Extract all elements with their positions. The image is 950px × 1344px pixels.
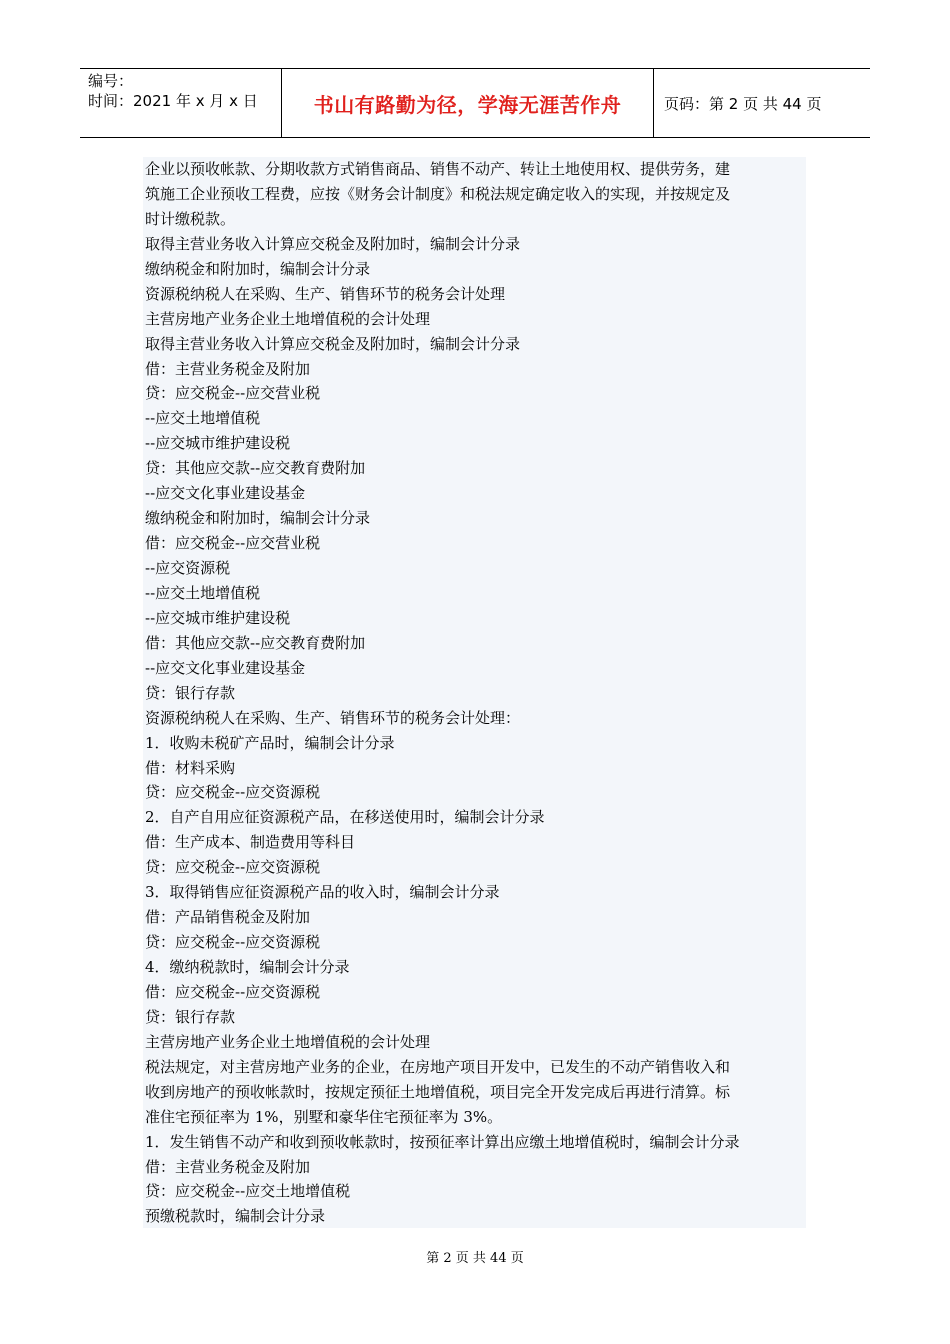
body-line: 取得主营业务收入计算应交税金及附加时，编制会计分录	[145, 234, 521, 253]
body-line: 借：材料采购	[145, 758, 236, 777]
body-line: 贷：银行存款	[145, 683, 236, 702]
header-motto: 书山有路勤为径，学海无涯苦作舟	[313, 92, 622, 117]
body-line: --应交城市维护建设税	[145, 608, 291, 627]
body-line: 4．缴纳税款时，编制会计分录	[145, 958, 350, 976]
body-line: 预缴税款时，编制会计分录	[145, 1207, 326, 1226]
document-body	[143, 157, 806, 1228]
body-line: 税法规定，对主营房地产业务的企业，在房地产项目开发中，已发生的不动产销售收入和	[145, 1057, 731, 1076]
header-motto-cell	[282, 69, 654, 137]
body-line: 取得主营业务收入计算应交税金及附加时，编制会计分录	[145, 334, 521, 353]
body-line: 主营房地产业务企业土地增值税的会计处理	[145, 309, 431, 328]
body-line: 3．取得销售应征资源税产品的收入时，编制会计分录	[145, 883, 500, 902]
body-line: 借：产品销售税金及附加	[145, 908, 311, 927]
body-line: 准住宅预征率为 1%，别墅和豪华住宅预征率为 3%。	[145, 1107, 503, 1126]
body-line: 贷：应交税金--应交土地增值税	[145, 1182, 351, 1201]
body-line: 借：生产成本、制造费用等科目	[145, 833, 356, 852]
body-line: 缴纳税金和附加时，编制会计分录	[145, 259, 371, 278]
body-line: --应交文化事业建设基金	[145, 484, 306, 503]
body-line: 贷：银行存款	[145, 1007, 236, 1026]
body-line: 贷：应交税金--应交资源税	[145, 858, 321, 877]
body-line: 借：应交税金--应交资源税	[145, 982, 321, 1001]
body-line: 贷：应交税金--应交资源税	[145, 933, 321, 952]
body-line: 资源税纳税人在采购、生产、销售环节的税务会计处理：	[145, 708, 521, 727]
body-line: 贷：其他应交款--应交教育费附加	[145, 459, 366, 478]
body-line: 企业以预收帐款、分期收款方式销售商品、销售不动产、转让土地使用权、提供劳务，建	[145, 160, 731, 178]
body-line: 1．收购未税矿产品时，编制会计分录	[145, 733, 395, 752]
page-header	[80, 68, 870, 138]
body-line: 时计缴税款。	[145, 209, 236, 228]
body-line: --应交文化事业建设基金	[145, 658, 306, 677]
body-line: --应交土地增值税	[145, 409, 261, 428]
body-line: --应交城市维护建设税	[145, 434, 291, 453]
body-line: 筑施工企业预收工程费，应按《财务会计制度》和税法规定确定收入的实现，并按规定及	[145, 184, 731, 203]
body-line: 缴纳税金和附加时，编制会计分录	[145, 509, 371, 528]
body-line: 贷：应交税金--应交资源税	[145, 783, 321, 802]
body-line: 收到房地产的预收帐款时，按规定预征土地增值税，项目完全开发完成后再进行清算。标	[145, 1082, 731, 1101]
body-line: 借：其他应交款--应交教育费附加	[145, 633, 366, 652]
body-line: 借：应交税金--应交营业税	[145, 534, 321, 553]
body-line: --应交土地增值税	[145, 583, 261, 602]
body-line: 借：主营业务税金及附加	[145, 359, 311, 378]
body-line: --应交资源税	[145, 559, 231, 577]
header-meta	[80, 69, 282, 137]
body-line: 贷：应交税金--应交营业税	[145, 384, 321, 403]
body-line: 主营房地产业务企业土地增值税的会计处理	[145, 1032, 431, 1051]
document-date: 时间：2021 年 x 月 x 日	[88, 92, 258, 110]
header-page-info: 页码：第 2 页 共 44 页	[664, 94, 822, 113]
body-line: 资源税纳税人在采购、生产、销售环节的税务会计处理	[145, 284, 506, 303]
body-line: 2．自产自用应征资源税产品，在移送使用时，编制会计分录	[145, 808, 545, 827]
document-number: 编号：	[88, 72, 134, 90]
body-line: 借：主营业务税金及附加	[145, 1157, 311, 1176]
page-footer: 第 2 页 共 44 页	[426, 1251, 524, 1266]
body-line: 1．发生销售不动产和收到预收帐款时，按预征率计算出应缴土地增值税时，编制会计分录	[145, 1132, 740, 1151]
